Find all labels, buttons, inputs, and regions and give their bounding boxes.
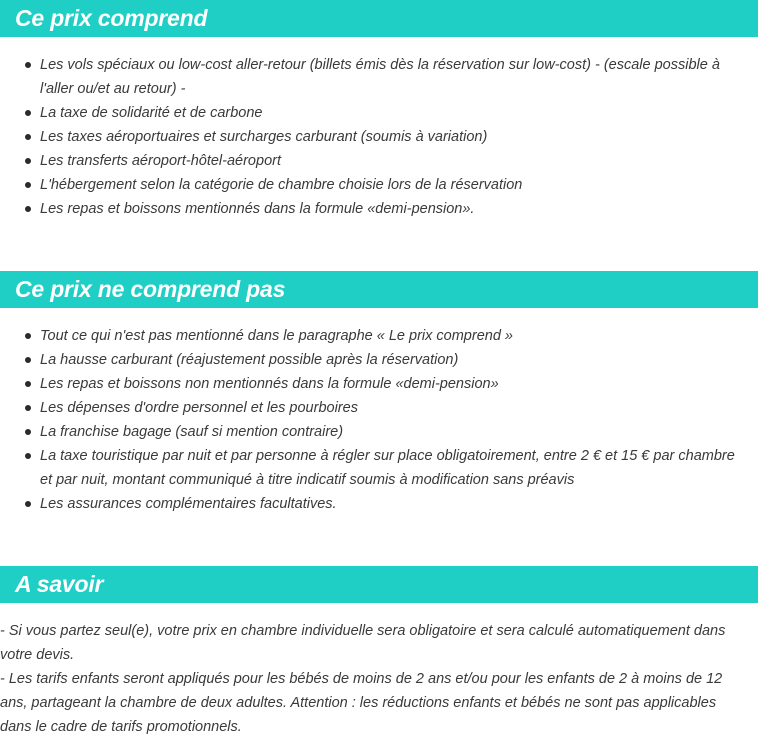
list-item [0, 348, 758, 372]
list-item-text: Les taxes aéroportuaires et surcharges carburant (soumis à variation) [40, 129, 488, 145]
list-item [0, 53, 758, 101]
bullet-icon [25, 206, 31, 212]
list-item [0, 125, 758, 149]
bullet-icon [25, 134, 31, 140]
not-included-list [0, 324, 758, 516]
list-item [0, 173, 758, 197]
bullet-icon [25, 333, 31, 339]
section-title-not-included: Ce prix ne comprend pas [15, 276, 286, 302]
list-item-text: Les repas et boissons non mentionnés dans la formule «demi-pension» [40, 376, 499, 392]
bullet-icon [25, 429, 31, 435]
list-item-text: La taxe touristique par nuit et par personne à régler sur place obligatoirement, entre 2 € et 15 € par chambre et par nuit, montant communiqué à titre indicatif soumis à modification sans préavis [40, 448, 735, 488]
list-item-text: Les transferts aéroport-hôtel-aéroport [40, 153, 281, 169]
bullet-icon [25, 158, 31, 164]
list-item-text: La taxe de solidarité et de carbone [40, 105, 263, 121]
to-know-notes [0, 619, 758, 739]
bullet-icon [25, 110, 31, 116]
bullet-icon [25, 381, 31, 387]
list-item-text: La franchise bagage (sauf si mention contraire) [40, 424, 344, 440]
list-item-text: Les vols spéciaux ou low-cost aller-retour (billets émis dès la réservation sur low-cost) - (escale possible à l'aller ou/et au retour) - [40, 57, 720, 97]
note-paragraph: - Les tarifs enfants seront appliqués pour les bébés de moins de 2 ans et/ou pour les enfants de 2 à moins de 12 ans, partageant la chambre de deux adultes. Attention : les réductions enfants et bébés ne sont pas applicables dans le cadre de tarifs promotionnels. [0, 671, 723, 735]
section-header-to-know [0, 566, 758, 603]
section-header-included [0, 0, 758, 37]
section-title-included: Ce prix comprend [15, 5, 208, 31]
list-item-text: Les dépenses d'ordre personnel et les pourboires [40, 400, 358, 416]
list-item-text: Les assurances complémentaires facultatives. [40, 496, 337, 512]
list-item [0, 324, 758, 348]
note-paragraph: - Si vous partez seul(e), votre prix en chambre individuelle sera obligatoire et sera calculé automatiquement dans votre devis. [0, 623, 726, 663]
bullet-icon [25, 405, 31, 411]
list-item-text: La hausse carburant (réajustement possible après la réservation) [40, 352, 459, 368]
bullet-icon [25, 62, 31, 68]
bullet-icon [25, 182, 31, 188]
list-item-text: Tout ce qui n'est pas mentionné dans le paragraphe « Le prix comprend » [40, 328, 513, 344]
list-item-text: L'hébergement selon la catégorie de chambre choisie lors de la réservation [40, 177, 523, 193]
list-item-text: Les repas et boissons mentionnés dans la formule «demi-pension». [40, 201, 475, 217]
included-list [0, 53, 758, 221]
bullet-icon [25, 501, 31, 507]
list-item [0, 492, 758, 516]
section-title-to-know: A savoir [15, 571, 104, 597]
list-item [0, 444, 758, 492]
list-item [0, 149, 758, 173]
list-item [0, 101, 758, 125]
section-header-not-included [0, 271, 758, 308]
bullet-icon [25, 453, 31, 459]
bullet-icon [25, 357, 31, 363]
list-item [0, 420, 758, 444]
list-item [0, 372, 758, 396]
list-item [0, 197, 758, 221]
list-item [0, 396, 758, 420]
